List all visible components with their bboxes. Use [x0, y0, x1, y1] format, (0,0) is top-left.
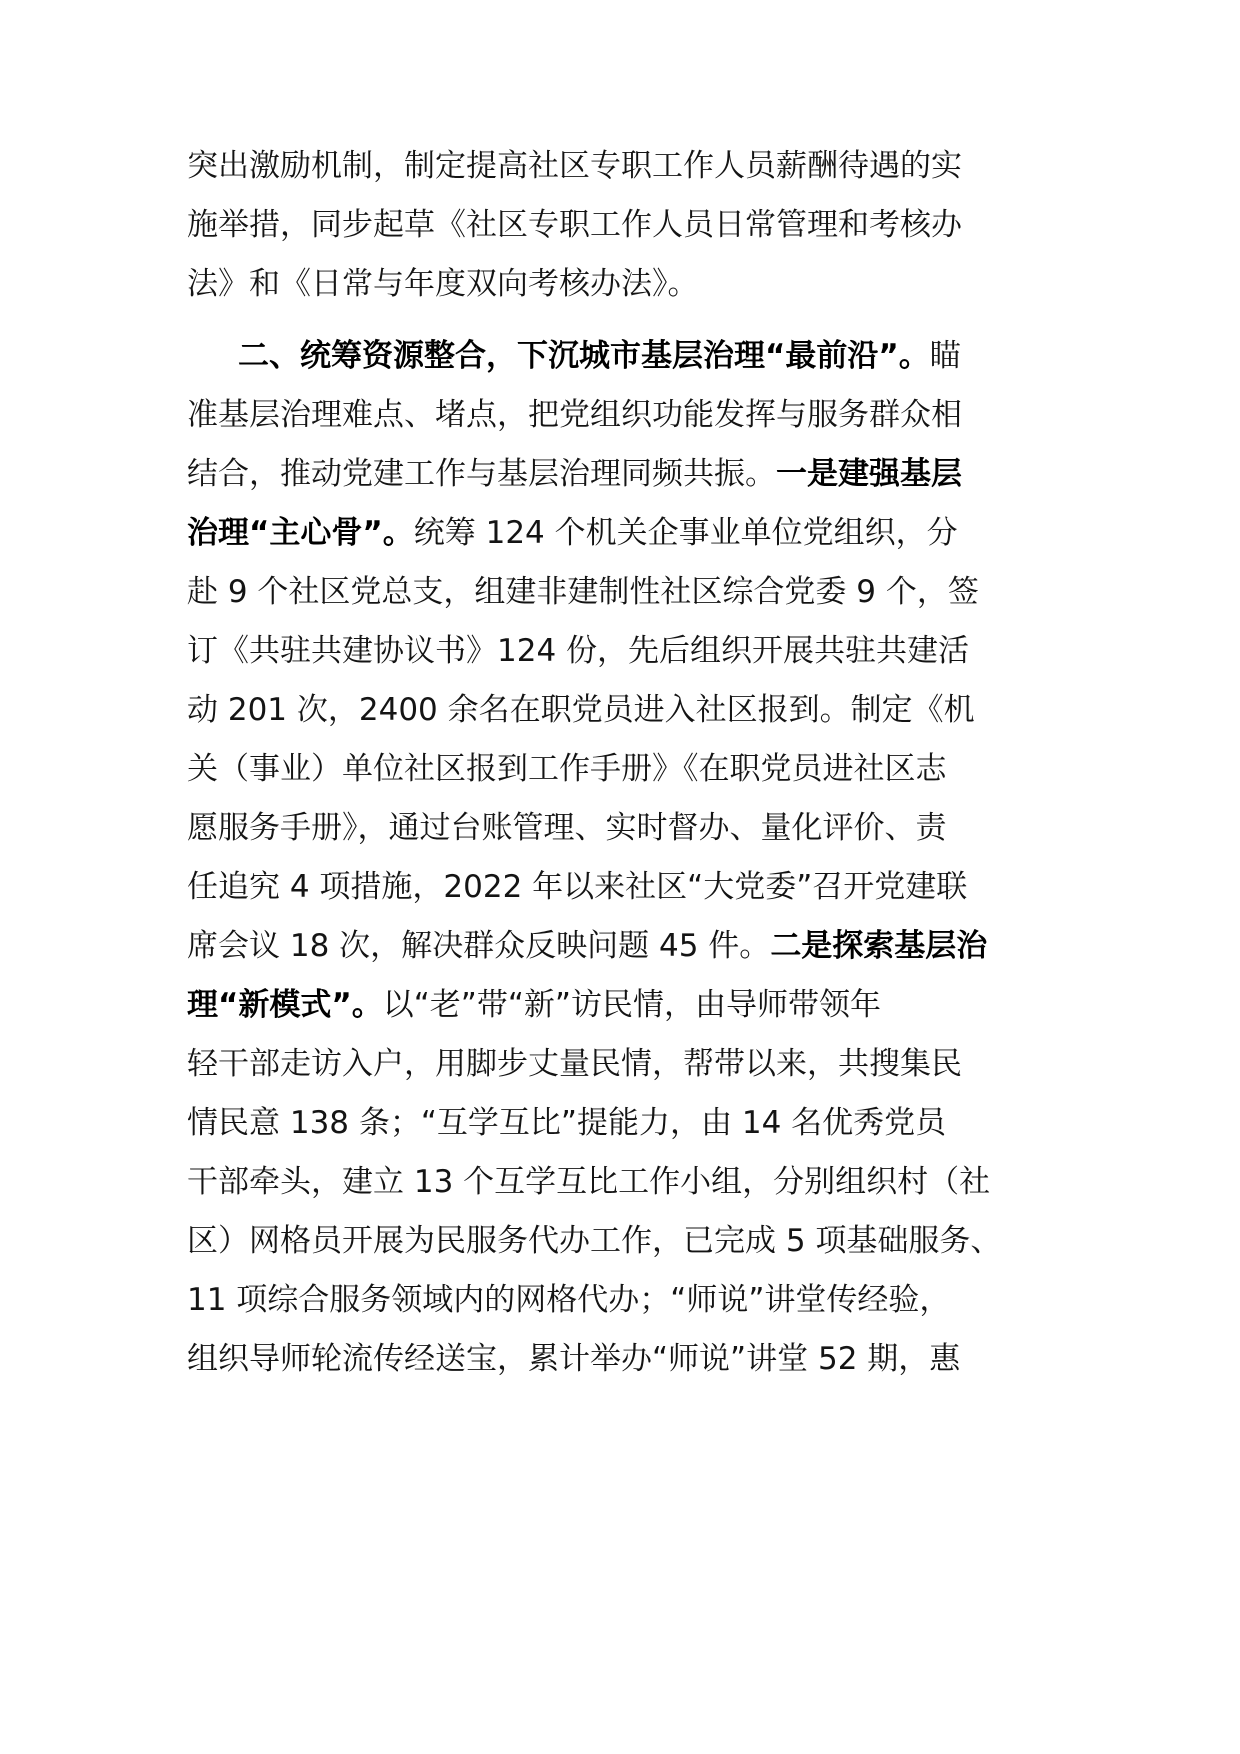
line-text: 动 201 次，2400 余名在职党员进入社区报到。制定《机	[187, 692, 975, 728]
line-text: 以“老”带“新”访民情，由导师带领年	[382, 987, 881, 1023]
paragraph-line	[187, 795, 1057, 861]
line-text: 瞄	[929, 338, 961, 374]
line-text: 愿服务手册》，通过台账管理、实时督办、量化评价、责	[187, 810, 947, 846]
line-text: 席会议 18 次，解决群众反映问题 45 件。	[187, 928, 771, 964]
paragraph-line	[187, 133, 1057, 199]
section-heading-line	[238, 323, 1108, 389]
subheading-text: 一是建强基层	[776, 456, 962, 492]
paragraph-line	[187, 1149, 1057, 1215]
paragraph-line	[187, 736, 1057, 802]
paragraph-line	[187, 382, 1057, 448]
paragraph-line	[187, 677, 1057, 743]
line-text: 准基层治理难点、堵点，把党组织功能发挥与服务群众相	[187, 397, 962, 433]
paragraph-line	[187, 972, 1057, 1038]
line-text: 干部牵头，建立 13 个互学互比工作小组，分别组织村（社	[187, 1164, 991, 1200]
subheading-text: 治理“主心骨”。	[187, 515, 414, 551]
line-text: 赴 9 个社区党总支，组建非建制性社区综合党委 9 个，签	[187, 574, 979, 610]
line-text: 区）网格员开展为民服务代办工作，已完成 5 项基础服务、	[187, 1223, 1002, 1259]
paragraph-line	[187, 441, 1057, 507]
paragraph-line	[187, 500, 1057, 566]
paragraph-line	[187, 1208, 1057, 1274]
line-text: 情民意 138 条；“互学互比”提能力，由 14 名优秀党员	[187, 1105, 947, 1141]
paragraph-line	[187, 1090, 1057, 1156]
subheading-text: 理“新模式”。	[187, 987, 383, 1023]
line-text: 11 项综合服务领域内的网格代办；“师说”讲堂传经验，	[187, 1282, 951, 1318]
paragraph-line	[187, 854, 1057, 920]
line-text: 施举措，同步起草《社区专职工作人员日常管理和考核办	[187, 207, 962, 243]
line-text: 法》和《日常与年度双向考核办法》。	[187, 266, 699, 302]
line-text: 突出激励机制，制定提高社区专职工作人员薪酬待遇的实	[187, 148, 962, 184]
line-text: 任追究 4 项措施，2022 年以来社区“大党委”召开党建联	[187, 869, 968, 905]
paragraph-line	[187, 913, 1057, 979]
paragraph-line	[187, 618, 1057, 684]
line-text: 统筹 124 个机关企事业单位党组织，分	[413, 515, 958, 551]
paragraph-line	[187, 1326, 1057, 1392]
line-text: 轻干部走访入户，用脚步丈量民情，帮带以来，共搜集民	[187, 1046, 962, 1082]
paragraph-line	[187, 1267, 1057, 1333]
section-heading: 二、统筹资源整合，下沉城市基层治理“最前沿”。	[238, 338, 930, 374]
paragraph-line	[187, 192, 1057, 258]
subheading-text: 二是探索基层治	[770, 928, 988, 964]
line-text: 关（事业）单位社区报到工作手册》《在职党员进社区志	[187, 751, 947, 787]
paragraph-line	[187, 1031, 1057, 1097]
paragraph-line	[187, 559, 1057, 625]
line-text: 组织导师轮流传经送宝，累计举办“师说”讲堂 52 期，惠	[187, 1341, 961, 1377]
line-text: 订《共驻共建协议书》124 份，先后组织开展共驻共建活	[187, 633, 970, 669]
line-text: 结合，推动党建工作与基层治理同频共振。	[187, 456, 776, 492]
paragraph-line	[187, 251, 1057, 317]
